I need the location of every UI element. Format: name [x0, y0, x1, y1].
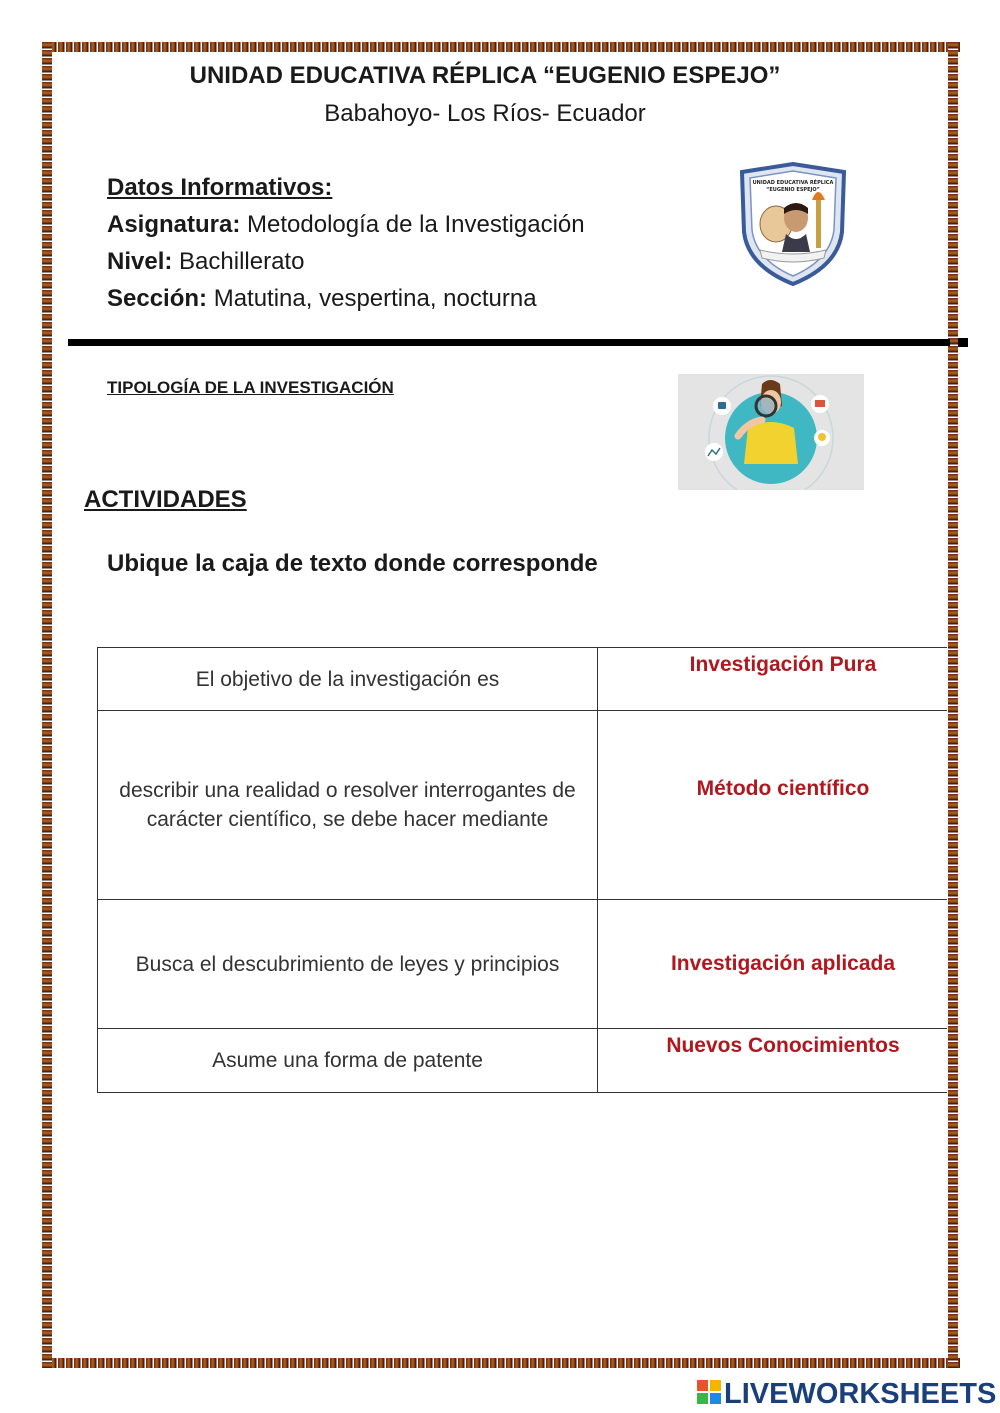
- section-label: Sección:: [107, 285, 208, 312]
- level-line: [107, 248, 304, 276]
- table-row: [98, 648, 948, 711]
- page-border-top: [42, 42, 960, 52]
- liveworksheets-badge-icon: [697, 1380, 721, 1404]
- answer-drop-zone[interactable]: [598, 648, 948, 711]
- table-row: [98, 711, 948, 900]
- level-label: Nivel:: [107, 248, 173, 275]
- answer-drop-zone[interactable]: [598, 1029, 948, 1093]
- subject-value: Metodología de la Investigación: [247, 211, 585, 238]
- section-value: Matutina, vespertina, nocturna: [213, 285, 537, 312]
- crest-text-1: UNIDAD EDUCATIVA RÉPLICA: [752, 180, 834, 186]
- info-heading: [107, 174, 332, 202]
- matching-table: [97, 647, 947, 1093]
- liveworksheets-brand-text: LIVEWORKSHEETS: [724, 1378, 997, 1410]
- school-location: Babahoyo- Los Ríos- Ecuador: [324, 100, 646, 127]
- answer-box-nuevos-conocimientos[interactable]: Nuevos Conocimientos: [666, 1034, 900, 1057]
- answer-box-investigacion-aplicada[interactable]: Investigación aplicada: [670, 952, 896, 975]
- level-value: Bachillerato: [179, 248, 305, 275]
- page-border-bottom: [42, 1358, 960, 1368]
- topic-title: TIPOLOGÍA DE LA INVESTIGACIÓN: [107, 378, 394, 397]
- section-line: [107, 285, 537, 313]
- activity-instruction: Ubique la caja de texto donde corresponde: [107, 550, 598, 577]
- crest-text-2: “EUGENIO ESPEJO”: [766, 187, 820, 193]
- table-row: [98, 900, 948, 1029]
- school-crest-logo: [738, 162, 848, 286]
- answer-box-metodo-cientifico[interactable]: Método científico: [696, 777, 870, 800]
- activities-heading: ACTIVIDADES: [84, 486, 247, 513]
- school-name: UNIDAD EDUCATIVA RÉPLICA “EUGENIO ESPEJO”: [189, 62, 781, 89]
- answer-drop-zone[interactable]: [598, 711, 948, 900]
- table-row: [98, 1029, 948, 1093]
- subject-line: [107, 211, 585, 239]
- research-illustration: [678, 374, 864, 490]
- answer-box-investigacion-pura[interactable]: Investigación Pura: [689, 653, 877, 676]
- subject-label: Asignatura:: [107, 211, 241, 238]
- prompt-cell: describir una realidad o resolver interrogantes de carácter científico, se debe hacer mediante: [98, 711, 598, 900]
- prompt-cell: Asume una forma de patente: [98, 1029, 598, 1093]
- answer-drop-zone[interactable]: [598, 900, 948, 1029]
- prompt-cell: Busca el descubrimiento de leyes y principios: [98, 900, 598, 1029]
- info-heading-text: Datos Informativos:: [107, 174, 333, 201]
- prompt-cell: El objetivo de la investigación es: [98, 648, 598, 711]
- page-border-right: [948, 42, 958, 1368]
- liveworksheets-logo[interactable]: [697, 1378, 996, 1411]
- section-divider: [68, 339, 950, 346]
- page-border-left: [42, 42, 52, 1368]
- divider-end-mark: [958, 338, 968, 347]
